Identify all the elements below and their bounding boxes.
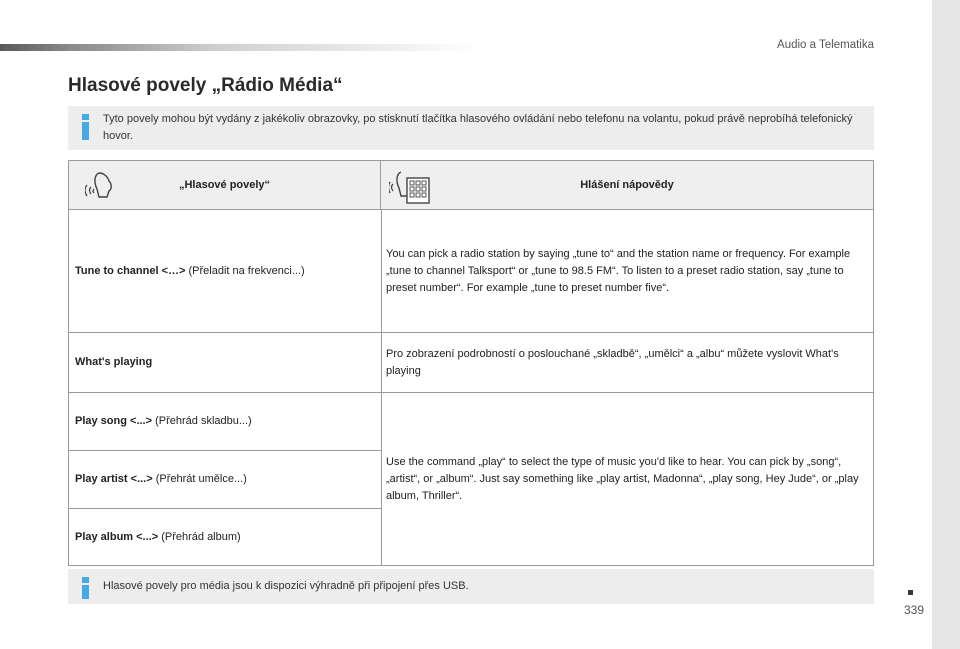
page-edge-band: [932, 0, 960, 649]
table-header-commands: [69, 161, 381, 209]
page-marker: [908, 590, 913, 595]
voice-help-icon: [389, 169, 431, 211]
page-number: 339: [904, 603, 925, 617]
table-row: [75, 393, 375, 450]
command-name: Tune to channel <…>: [75, 264, 186, 277]
table-row: [75, 333, 375, 392]
table-header-help: [381, 161, 873, 209]
command-help-text: You can pick a radio station by saying „tune to“ and the station name or frequency. For example „tune to channel Talksport“ or „tune to 98.5 FM“. To listen to a preset radio station, say „tune to preset number“. For example „tune to preset number five“.: [386, 247, 851, 294]
info-note-top: [68, 106, 874, 150]
command-help: [386, 210, 866, 332]
table-header-help-label: Hlášení nápovědy: [580, 178, 674, 191]
info-note-bottom: [68, 569, 874, 604]
command-name: Play artist <...>: [75, 473, 153, 485]
table-row: [75, 509, 375, 565]
command-name: Play album <...>: [75, 530, 159, 543]
table-header-commands-label: „Hlasové povely“: [178, 178, 271, 191]
command-help: [386, 333, 866, 392]
command-translation: (Přehrát umělce...): [152, 473, 247, 485]
command-translation: (Přehrád skladbu...): [152, 415, 252, 427]
table-row: [75, 451, 375, 508]
command-help: [386, 393, 866, 565]
info-icon: [81, 114, 90, 140]
section-title: Audio a Telematika: [777, 39, 874, 51]
voice-command-icon: [85, 169, 119, 207]
command-translation: (Přeladit na frekvenci...): [185, 264, 305, 277]
info-icon: [81, 577, 90, 599]
top-decorative-rule: [0, 44, 480, 51]
info-note-text: Hlasové povely pro média jsou k dispozici výhradně při připojení přes USB.: [103, 580, 469, 592]
page-title: Hlasové povely „Rádio Média“: [68, 75, 343, 96]
command-name: What's playing: [75, 356, 153, 368]
voice-commands-table: [68, 160, 874, 566]
command-help-text: Use the command „play“ to select the type of music you'd like to hear. You can pick by „song“, „artist“, or „album“. Just say something like „play artist, Madonna“, „play song, Hey Jude“, or „play album, Thriller“.: [386, 455, 859, 502]
command-name: Play song <...>: [75, 415, 153, 427]
command-help-text: Pro zobrazení podrobností o poslouchané „skladbě“, „umělci“ a „albu“ můžete vyslovit What's playing: [386, 347, 839, 377]
info-note-text: Tyto povely mohou být vydány z jakékoliv obrazovky, po stisknutí tlačítka hlasového ovládání nebo telefonu na volantu, pokud právě neprobíhá telefonický hovor.: [103, 113, 853, 142]
column-divider: [381, 209, 382, 565]
command-translation: (Přehrád album): [158, 530, 241, 543]
table-row: [75, 210, 375, 332]
